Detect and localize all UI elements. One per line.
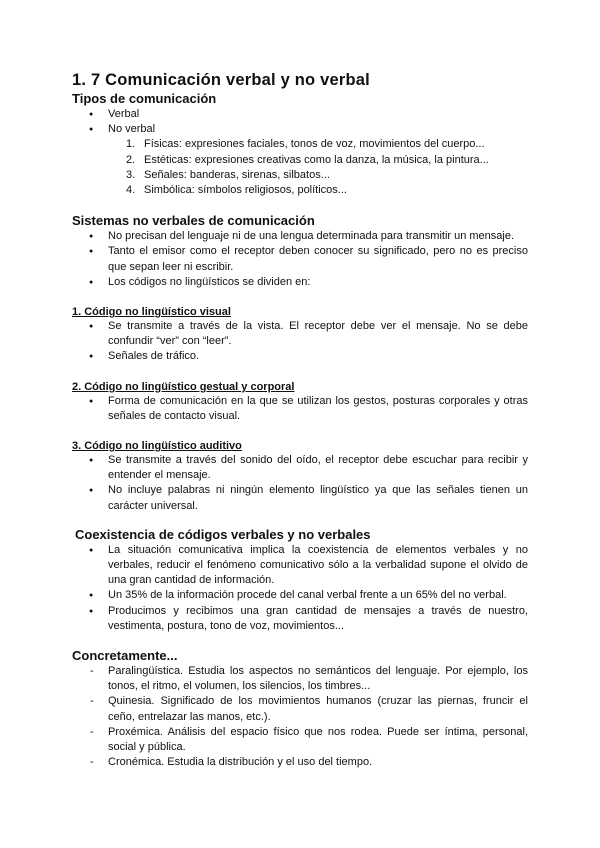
list-item: [72, 153, 528, 168]
tipos-list: [72, 107, 528, 137]
list-item: - Quinesia. Significado de los movimientos humanos (cruzar las piernas, fruncir el ceño, entrelazar las manos, etc.).: [72, 694, 528, 724]
item-number: 3.: [126, 168, 136, 181]
visual-list: [72, 319, 528, 365]
item-number: 1.: [126, 138, 136, 151]
item-text: Señales: banderas, sirenas, silbatos...: [144, 168, 330, 181]
list-item: - Paralingüística. Estudia los aspectos no semánticos del lenguaje. Por ejemplo, los tonos, el ritmo, el volumen, los silencios, los timbres...: [72, 664, 528, 694]
list-item: - Proxémica. Análisis del espacio físico que nos rodea. Puede ser íntima, personal, social y pública.: [72, 725, 528, 755]
list-item: ● No precisan del lenguaje ni de una lengua determinada para transmitir un mensaje.: [72, 229, 528, 244]
list-item: ● La situación comunicativa implica la coexistencia de elementos verbales y no verbales, reducir el fenómeno comunicativo sólo a la verbalidad supone el olvido de una gran cantidad de información.: [72, 543, 528, 589]
item-text: Físicas: expresiones faciales, tonos de voz, movimientos del cuerpo...: [144, 138, 485, 151]
list-item: ● Un 35% de la información procede del canal verbal frente a un 65% del no verbal.: [72, 588, 528, 603]
heading-gestual: 2. Código no lingüístico gestual y corporal: [72, 380, 295, 393]
heading-auditivo: 3. Código no lingüístico auditivo: [72, 440, 242, 453]
list-item: ● Los códigos no lingüísticos se dividen en:: [72, 275, 528, 290]
gestual-list: [72, 394, 528, 424]
list-item: ● No verbal: [72, 122, 528, 137]
list-item: [72, 183, 528, 198]
heading-visual: 1. Código no lingüístico visual: [72, 306, 231, 319]
list-item: ● Señales de tráfico.: [72, 349, 528, 364]
page-title: 1. 7 Comunicación verbal y no verbal: [72, 71, 370, 89]
list-item: ● Producimos y recibimos una gran cantidad de mensajes a través de nuestro, vestimenta, postura, tono de voz, movimientos...: [72, 604, 528, 634]
heading-tipos: Tipos de comunicación: [72, 91, 217, 106]
list-item: ● Se transmite a través del sonido del oído, el receptor debe escuchar para recibir y entender el mensaje.: [72, 453, 528, 483]
item-text: Simbólica: símbolos religiosos, políticos...: [144, 184, 347, 197]
list-item: ● Se transmite a través de la vista. El receptor debe ver el mensaje. No se debe confundir “ver” con “leer”.: [72, 319, 528, 349]
heading-concretamente: Concretamente...: [72, 648, 178, 664]
no-verbal-sublist: [72, 137, 528, 198]
heading-sistemas: Sistemas no verbales de comunicación: [72, 213, 315, 229]
sistemas-list: [72, 229, 528, 290]
auditivo-list: [72, 453, 528, 514]
item-number: 2.: [126, 153, 136, 166]
list-item: ● Forma de comunicación en la que se utilizan los gestos, posturas corporales y otras señales de contacto visual.: [72, 394, 528, 424]
list-item: [72, 168, 528, 183]
list-item: ● Tanto el emisor como el receptor deben conocer su significado, pero no es preciso que sepan leer ni escribir.: [72, 244, 528, 274]
item-text: Estéticas: expresiones creativas como la danza, la música, la pintura...: [144, 153, 489, 166]
heading-coexistencia: Coexistencia de códigos verbales y no verbales: [75, 526, 371, 542]
concretamente-list: [72, 664, 528, 770]
list-item: [72, 137, 528, 152]
item-number: 4.: [126, 184, 136, 197]
list-item: ● No incluye palabras ni ningún elemento lingüístico ya que las señales tienen un carácter universal.: [72, 483, 528, 513]
list-item: ● Verbal: [72, 107, 528, 122]
coexistencia-list: [72, 543, 528, 634]
list-item: - Cronémica. Estudia la distribución y el uso del tiempo.: [72, 755, 528, 770]
